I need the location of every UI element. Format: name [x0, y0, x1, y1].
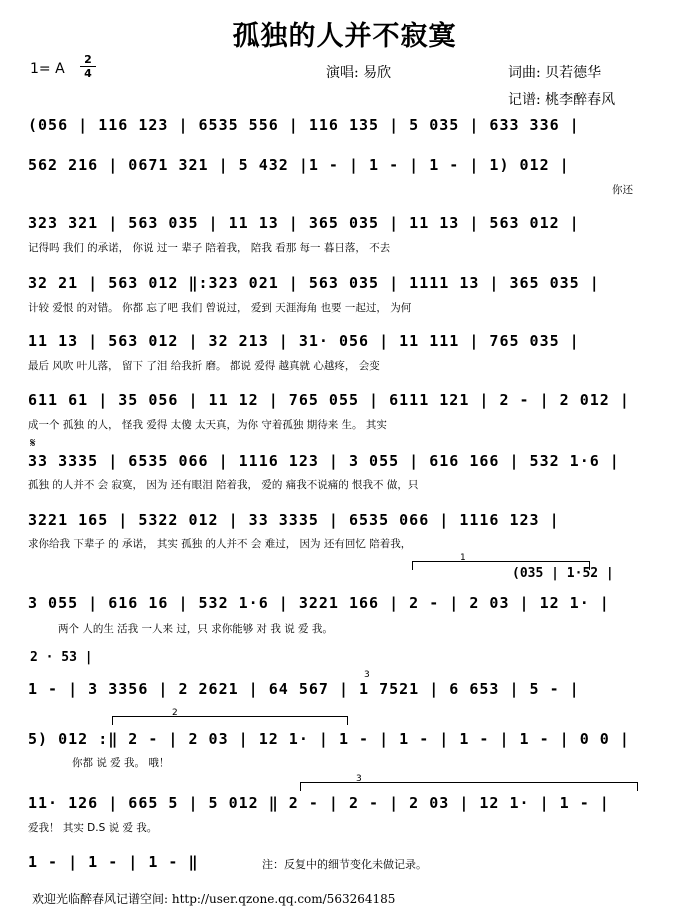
- score-row-11: 5) 012 :‖ 2 - | 2 03 | 12 1· | 1 - | 1 - | 1 - | 1 - | 0 0 |: [28, 730, 630, 748]
- triplet-mark: 3: [364, 670, 370, 680]
- footer-credit: 欢迎光临醉春风记谱空间: http://user.qzone.qq.com/563264185: [32, 892, 396, 906]
- volta-1-number: 1: [460, 553, 466, 563]
- lyrics-row-3: 记得吗 我们 的承诺， 你说 过一 辈子 陪着我， 陪我 看那 每一 暮日落， 不去: [28, 242, 391, 254]
- key-signature: 1= A: [30, 61, 65, 77]
- lyrics-row-6: 成一个 孤独 的人， 怪我 爱得 太傻 太天真，为你 守着孤独 期待来 生。 其实: [28, 419, 387, 431]
- meter-top: 2: [84, 53, 92, 66]
- score-row-7: 33 3335 | 6535 066 | 1116 123 | 3 055 | 616 166 | 532 1·6 |: [28, 452, 620, 470]
- song-title: 孤独的人并不寂寞: [232, 21, 457, 52]
- lyrics-row-2: 你还: [612, 184, 633, 196]
- segno-sign: 𝄋: [30, 436, 36, 451]
- lyrics-row-12: 爱我！ 其实 D.S 说 爱 我。: [28, 822, 158, 834]
- score-row-5: 11 13 | 563 012 | 32 213 | 31· 056 | 11 111 | 765 035 |: [28, 332, 580, 350]
- score-row-1: (056 | 116 123 | 6535 556 | 116 135 | 5 035 | 633 336 |: [28, 116, 580, 134]
- volta-2-number: 2: [172, 708, 178, 718]
- lyrics-row-11: 你都 说 爱 我。 哦！: [72, 757, 170, 769]
- score-row-6: 611 61 | 35 056 | 11 12 | 765 055 | 6111 121 | 2 - | 2 012 |: [28, 391, 630, 409]
- alt-ending-1: (035 | 1·52 |: [512, 566, 614, 581]
- lyrics-row-7: 孤独 的人并不 会 寂寞， 因为 还有眼泪 陪着我， 爱的 痛我不说痛的 恨我不 做，只: [28, 479, 419, 491]
- notation-credit: 记谱: 桃李醉春风: [508, 92, 616, 108]
- footnote: 注：反复中的细节变化未做记录。: [262, 858, 427, 871]
- lyrics-row-5: 最后 风吹 叶儿落， 留下 了泪 给我折 磨。 都说 爱得 越真就 心越疼， 会变: [28, 360, 380, 372]
- score-row-3: 323 321 | 563 035 | 11 13 | 365 035 | 11 13 | 563 012 |: [28, 214, 580, 232]
- meter-bottom: 4: [84, 67, 92, 80]
- lyrics-row-4: 计较 爱恨 的对错。 你都 忘了吧 我们 曾说过， 爱到 天涯海角 也要 一起过， 为何: [28, 302, 412, 314]
- score-row-10: 1 - | 3 3356 | 2 2621 | 64 567 | 1 7521 | 6 653 | 5 - |: [28, 680, 580, 698]
- triplet-bracket-number: 3: [356, 774, 362, 784]
- score-row-13: 1 - | 1 - | 1 - ‖: [28, 853, 199, 871]
- alt-ending-2: 2 · 53 |: [30, 650, 93, 665]
- score-row-12: 11· 126 | 665 5 | 5 012 ‖ 2 - | 2 - | 2 03 | 12 1· | 1 - |: [28, 794, 610, 812]
- score-row-9: 3 055 | 616 16 | 532 1·6 | 3221 166 | 2 - | 2 03 | 12 1· |: [28, 594, 610, 612]
- time-signature: [80, 54, 96, 79]
- triplet-bracket: [300, 782, 638, 791]
- score-row-8: 3221 165 | 5322 012 | 33 3335 | 6535 066 | 1116 123 |: [28, 511, 560, 529]
- lyrics-row-8: 求你给我 下辈子 的 承诺， 其实 孤独 的人并不 会 难过， 因为 还有回忆 陪着我，: [28, 538, 412, 550]
- singer-credit: 演唱: 易欣: [326, 65, 392, 81]
- lyricist-credit: 词曲: 贝若德华: [508, 65, 602, 81]
- lyrics-row-9: 两个 人的生 活我 一人来 过，只 求你能够 对 我 说 爱 我。: [58, 623, 333, 635]
- score-row-2: 562 216 | 0671 321 | 5 432 |1 - | 1 - | 1 - | 1) 012 |: [28, 156, 570, 174]
- volta-2-bracket: [112, 716, 348, 725]
- score-row-4: 32 21 | 563 012 ‖:323 021 | 563 035 | 1111 13 | 365 035 |: [28, 274, 600, 292]
